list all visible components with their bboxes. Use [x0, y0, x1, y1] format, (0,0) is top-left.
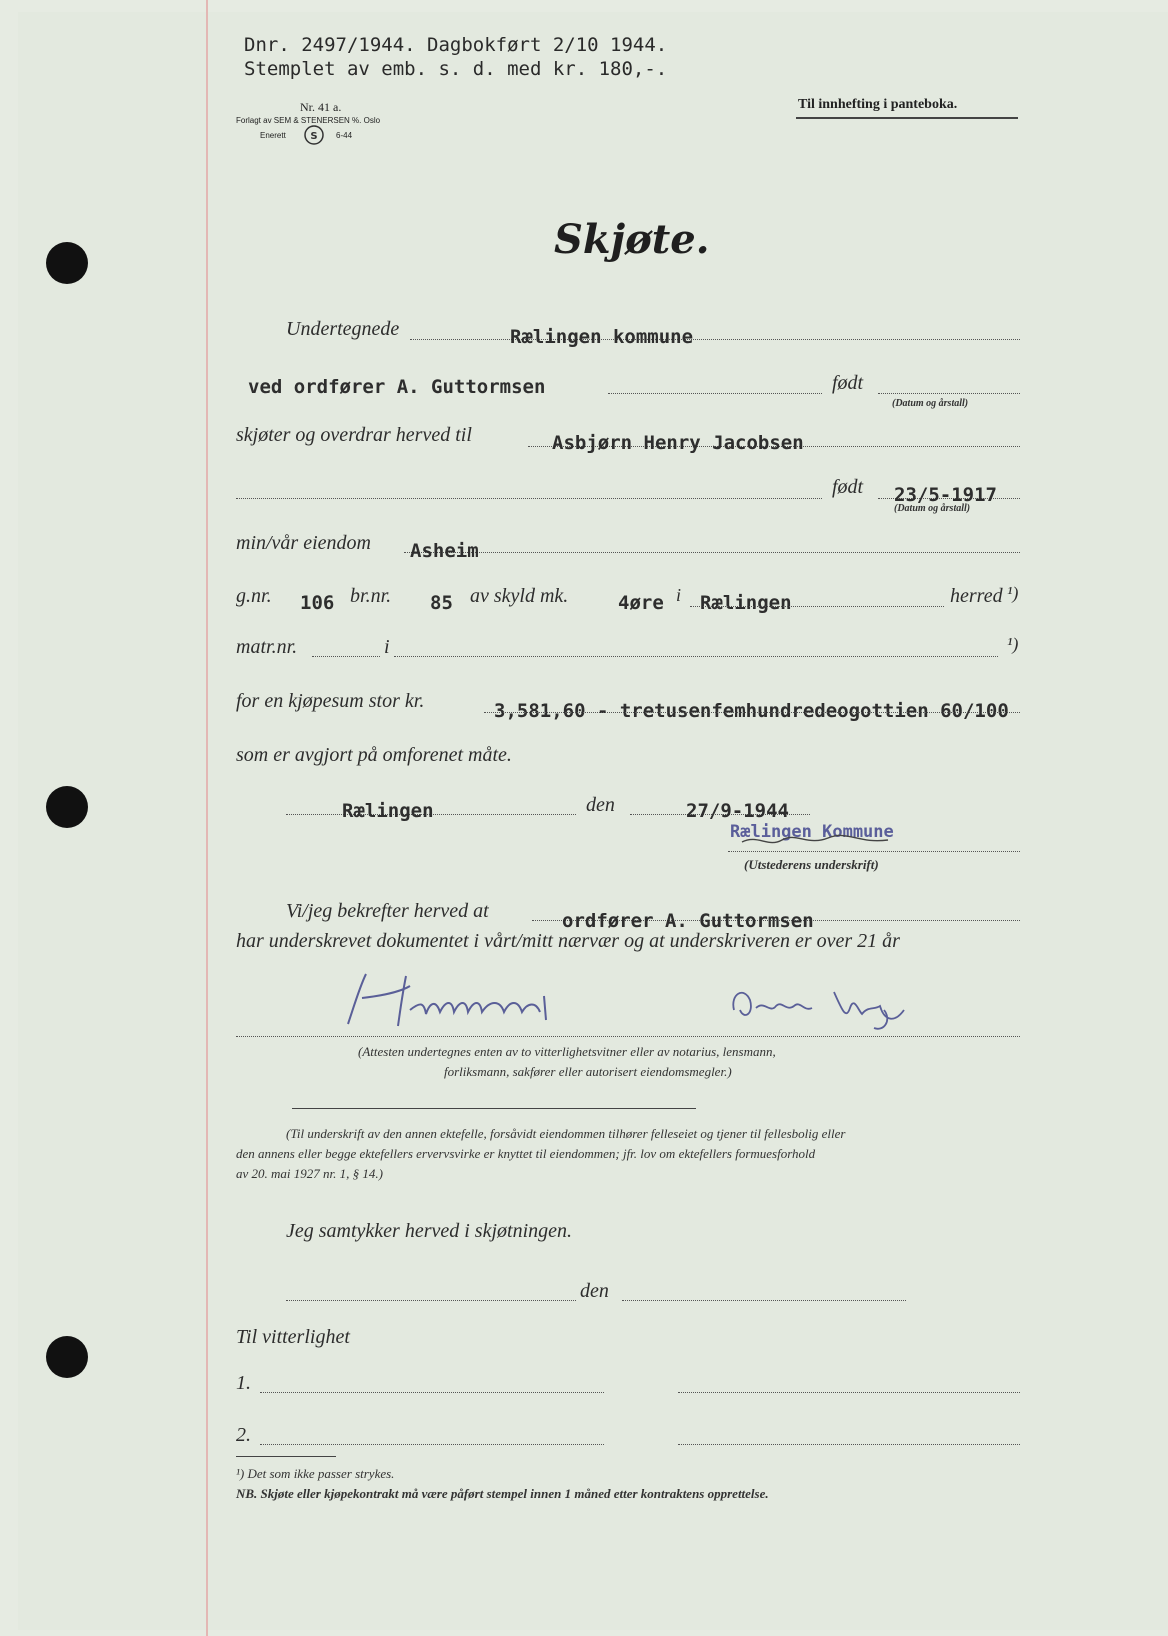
dotted-line — [678, 1444, 1020, 1445]
witness-note-2: forliksmann, sakfører eller autorisert eiendomsmegler.) — [444, 1064, 732, 1079]
dotted-line — [690, 606, 944, 607]
herred-name: Rælingen — [700, 592, 792, 614]
grantee-name: Asbjørn Henry Jacobsen — [552, 432, 804, 454]
footnote-divider — [236, 1456, 336, 1457]
municipal-stamp: Rælingen Kommune — [730, 822, 894, 842]
witness-person: ordfører A. Guttormsen — [562, 910, 814, 932]
punch-hole — [46, 1336, 88, 1378]
witness-note-1: (Attesten undertegnes enten av to vitterlighetsvitner eller av notarius, lensmann, — [358, 1044, 776, 1059]
spouse-note-3: av 20. mai 1927 nr. 1, § 14.) — [236, 1166, 383, 1181]
matr-footnote-ref: ¹) — [1007, 634, 1019, 654]
grantor-name: Rælingen kommune — [510, 326, 694, 348]
signing-den-label: den — [586, 794, 615, 816]
dotted-line — [394, 656, 998, 657]
filing-note: Til innhefting i panteboka. — [798, 97, 958, 112]
witness-signature-1 — [340, 966, 590, 1036]
property-name: Asheim — [410, 540, 479, 562]
grantor-label: Undertegnede — [286, 318, 400, 340]
dotted-line — [622, 1300, 906, 1301]
exclusive-label: Enerett — [260, 131, 286, 140]
dotted-line — [608, 393, 822, 394]
herred-footnote-ref: ¹) — [1007, 583, 1019, 603]
dotted-line — [236, 1036, 1020, 1037]
skyld-label: av skyld mk. — [470, 585, 569, 607]
publisher: Forlagt av SEM & STENERSEN %. Oslo — [236, 116, 381, 125]
grantor-born-hint: (Datum og årstall) — [892, 398, 969, 409]
edition: 6-44 — [336, 131, 353, 140]
gnr-label: g.nr. — [236, 585, 272, 607]
grantee-born-value: 23/5-1917 — [894, 484, 997, 506]
svg-text:S: S — [310, 131, 318, 142]
dotted-line — [260, 1392, 604, 1393]
dotted-line — [728, 851, 1020, 852]
grantee-born-label: født — [832, 476, 864, 498]
grantor-representative: ved ordfører A. Guttormsen — [248, 376, 546, 398]
gnr-value: 106 — [300, 592, 335, 614]
signing-date: 27/9-1944 — [686, 800, 789, 822]
dotted-line — [286, 1300, 576, 1301]
attestation-one: 1. — [236, 1372, 251, 1394]
form-number: Nr. 41 a. — [300, 100, 342, 114]
dotted-line — [484, 712, 1020, 713]
spouse-note-2: den annens eller begge ektefellers ervervsvirke er knyttet til eiendommen; jfr. lov om ektefellers formuesforhold — [236, 1146, 816, 1161]
matr-in: i — [384, 636, 390, 658]
bnr-value: 85 — [430, 592, 453, 614]
registration-line-2: Stemplet av emb. s. d. med kr. 180,-. — [244, 58, 668, 80]
dotted-line — [404, 552, 1020, 553]
grantor-born-label: født — [832, 372, 864, 394]
matr-label: matr.nr. — [236, 636, 298, 658]
punch-hole — [46, 786, 88, 828]
publisher-logo-icon — [303, 124, 325, 146]
price-settled: som er avgjort på omforenet måte. — [236, 744, 512, 766]
witness-signature-2 — [724, 980, 944, 1036]
document-title: Skjøte. — [554, 216, 710, 263]
dotted-line — [410, 339, 1020, 340]
property-label: min/vår eiendom — [236, 532, 371, 554]
divider — [292, 1108, 696, 1109]
spouse-note-1: (Til underskrift av den annen ektefelle, forsåvidt eiendommen tilhører felleseiet og tjener til fellesbolig eller — [286, 1126, 846, 1141]
filing-note-underline — [796, 117, 1018, 119]
footnote-1: ¹) Det som ikke passer strykes. — [236, 1466, 395, 1481]
dotted-line — [236, 498, 822, 499]
grantee-label: skjøter og overdrar herved til — [236, 424, 472, 446]
bnr-label: br.nr. — [350, 585, 392, 607]
grantee-born-hint: (Datum og årstall) — [894, 503, 971, 514]
dotted-line — [312, 656, 380, 657]
skyld-suffix: i — [676, 585, 682, 605]
spouse-den-label: den — [580, 1280, 609, 1302]
attestation-label: Til vitterlighet — [236, 1326, 350, 1348]
herred-label: herred — [950, 585, 1003, 607]
dotted-line — [260, 1444, 604, 1445]
price-amount: 3,581,60 - tretusenfemhundredeogottien 60/100 — [494, 700, 1009, 722]
spouse-consent: Jeg samtykker herved i skjøtningen. — [286, 1220, 573, 1242]
dotted-line — [878, 393, 1020, 394]
registration-line-1: Dnr. 2497/1944. Dagbokført 2/10 1944. — [244, 34, 668, 56]
punch-hole — [46, 242, 88, 284]
issuer-signature — [738, 832, 898, 850]
witness-statement: har underskrevet dokumentet i vårt/mitt nærvær og at underskriveren er over 21 år — [236, 930, 900, 952]
skyld-value: 4øre — [618, 592, 664, 614]
issuer-signature-hint: (Utstederens underskrift) — [744, 857, 879, 872]
witness-intro: Vi/jeg bekrefter herved at — [286, 900, 489, 922]
footnote-2: NB. Skjøte eller kjøpekontrakt må være påført stempel innen 1 måned etter kontraktens opprettelse. — [236, 1486, 769, 1501]
dotted-line — [678, 1392, 1020, 1393]
price-label: for en kjøpesum stor kr. — [236, 690, 425, 712]
attestation-two: 2. — [236, 1424, 251, 1446]
margin-line — [206, 0, 208, 1636]
signing-place: Rælingen — [342, 800, 434, 822]
